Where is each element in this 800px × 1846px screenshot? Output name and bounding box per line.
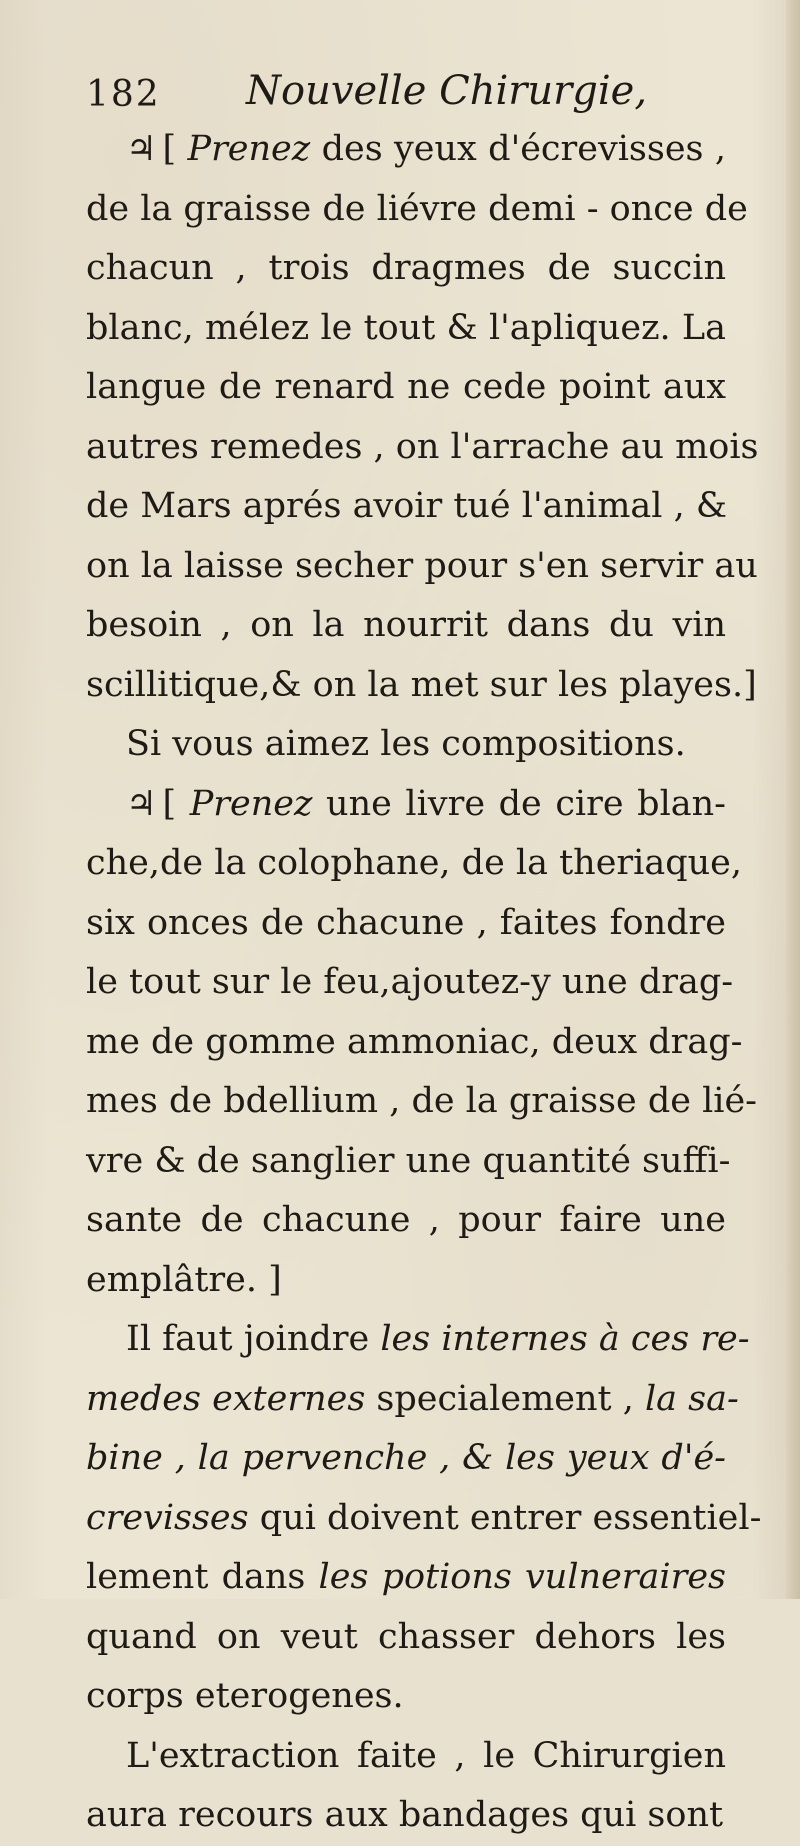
text-line [86,775,726,835]
roman-text: quand on veut chasser dehors les [86,1616,726,1657]
text-line [86,358,726,418]
roman-text: corps eterogenes. [86,1676,404,1716]
text-line [86,1013,743,1073]
roman-text: mes de bdellium , de la graisse de lié- [86,1081,757,1121]
roman-text: sante de chacune , pour faire une [86,1200,726,1240]
roman-text: on la laisse secher pour s'en servir au [86,545,758,586]
text-line [86,1727,726,1787]
text-line [86,1786,726,1846]
italic-text: les internes à ces re- [380,1319,750,1359]
roman-text: chacun , trois dragmes de succin [86,248,726,288]
text-line [86,953,734,1013]
roman-text: le tout sur le feu,ajoutez-y une drag- [86,962,734,1002]
italic-text: la sa- [644,1378,739,1419]
italic-text: bine , la pervenche , & les yeux d'é- [86,1438,726,1478]
roman-text: besoin , on la nourrit dans du vin [86,605,726,645]
page-number: 182 [86,74,161,115]
text-line [86,1370,739,1430]
text-line [86,1489,762,1549]
text-line [86,1132,731,1192]
roman-text: emplâtre. ] [86,1259,282,1300]
italic-text: medes externes [86,1378,366,1419]
roman-text: lement dans [86,1557,319,1597]
running-title: Nouvelle Chirurgie, [246,68,648,114]
paragraph [86,1727,726,1846]
text-line [86,1608,726,1668]
roman-text: de la graisse de liévre demi - once de [86,188,748,229]
text-line [86,1251,726,1311]
running-header [86,62,726,120]
roman-text: aura recours aux bandages qui sont [86,1795,724,1835]
roman-text: vre & de sanglier une quantité suffi- [86,1140,731,1181]
text-line [86,239,726,299]
page-gutter-edge [786,0,800,1599]
text-line [86,656,757,716]
roman-text: une livre de cire blan- [312,783,726,824]
paragraph [86,1310,762,1727]
roman-text: [ [162,783,190,824]
roman-text: de Mars aprés avoir tué l'animal , & [86,486,727,526]
italic-text: crevisses [86,1497,249,1538]
text-line [86,477,726,537]
roman-text: langue de renard ne cede point aux [86,367,726,407]
text-line [86,299,726,359]
roman-text: specialement , [365,1378,645,1419]
recipe-symbol-icon: ♃ [126,129,157,169]
italic-text: Prenez [189,783,313,824]
text-line [86,1310,750,1370]
roman-text: L'extraction faite , le Chirurgien [126,1735,726,1776]
text-line [86,418,759,478]
text-line [86,537,758,597]
roman-text: autres remedes , on l'arrache au mois [86,426,759,467]
text-line [86,1191,726,1251]
text-block [86,62,762,1846]
roman-text: des yeux d'écrevisses , [310,129,727,169]
roman-text: blanc, mélez le tout & l'apliquez. La [86,307,726,348]
roman-text: scillitique,& on la met sur les playes.] [86,664,757,705]
text-line [86,1429,726,1489]
body-text [86,120,762,1846]
recipe-symbol-icon: ♃ [126,783,157,824]
roman-text: me de gomme ammoniac, deux drag- [86,1021,743,1062]
roman-text: che,de la colophane, de la theriaque, [86,843,742,883]
paragraph [86,775,757,1311]
roman-text: Il faut joindre [126,1319,381,1359]
text-line [86,834,742,894]
text-line [86,715,726,775]
roman-text: [ [162,129,188,169]
text-line [86,180,748,240]
text-line [86,1667,726,1727]
text-line [86,1548,726,1608]
roman-text: Si vous aimez les compositions. [126,724,686,764]
italic-text: les potions vulneraires [318,1557,726,1597]
italic-text: Prenez [187,129,311,169]
paragraph [86,120,759,715]
roman-text: qui doivent entrer essentiel- [248,1497,762,1538]
roman-text: six onces de chacune , faites fondre [86,902,726,943]
text-line [86,596,726,656]
text-line [86,1072,757,1132]
text-line [86,894,726,954]
paragraph [86,715,726,775]
text-line [86,120,726,180]
